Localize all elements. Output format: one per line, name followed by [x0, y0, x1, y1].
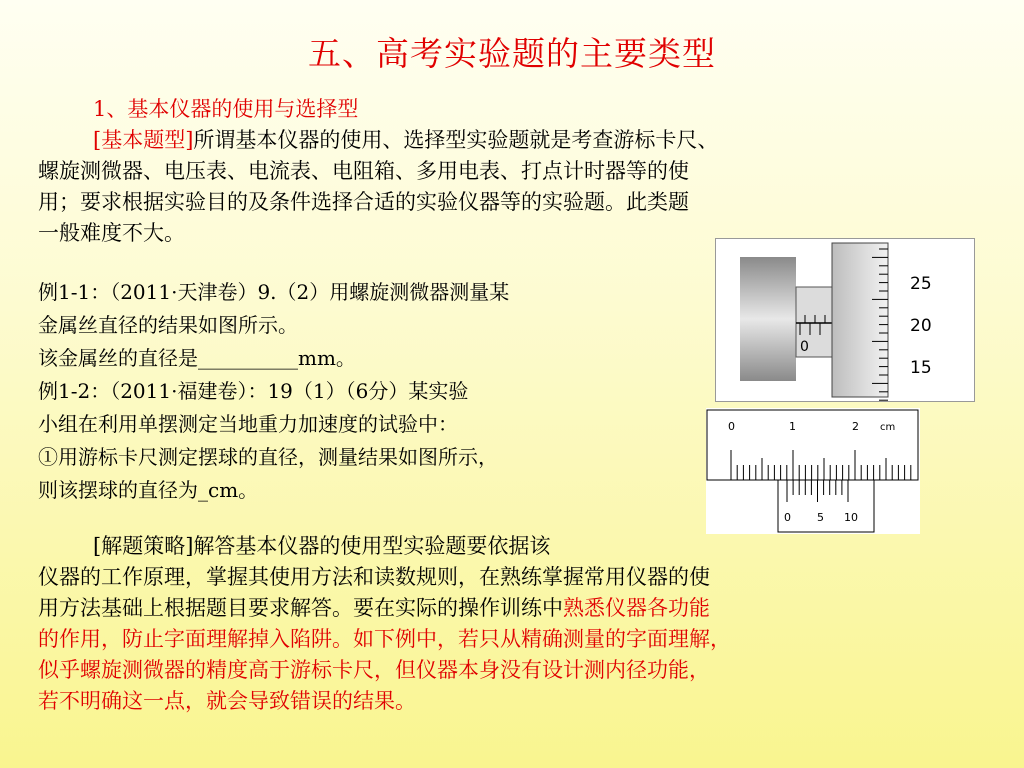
sleeve-zero-label: 0 [800, 339, 809, 355]
example-line-3: 该金属丝的直径是__________mm。 [38, 346, 356, 370]
vernier-label-5: 5 [817, 511, 824, 524]
example-line-7: 则该摆球的直径为_cm。 [38, 478, 259, 502]
unit-label: cm [880, 422, 896, 433]
caliper-drawing [706, 408, 920, 534]
slide-title: 五、高考实验题的主要类型 [308, 34, 716, 73]
example-line-6: ①用游标卡尺测定摆球的直径，测量结果如图所示， [38, 445, 498, 469]
vernier-label-0: 0 [784, 511, 791, 524]
strategy-red-line-3: 若不明确这一点，就会导致错误的结果。 [38, 689, 416, 713]
intro-line-2: 螺旋测微器、电压表、电流表、电阻箱、多用电表、打点计时器等的使 [38, 159, 689, 183]
main-label-1: 1 [789, 420, 796, 433]
strategy-line-3 [38, 593, 710, 623]
thimble-label-15: 15 [910, 358, 932, 378]
main-label-2: 2 [852, 420, 859, 433]
strategy-red-line-2: 似乎螺旋测微器的精度高于游标卡尺，但仪器本身没有设计测内径功能， [38, 658, 710, 682]
intro-line-3: 用；要求根据实验目的及条件选择合适的实验仪器等的实验题。此类题 [38, 190, 689, 214]
example-line-2: 金属丝直径的结果如图所示。 [38, 313, 298, 337]
strategy-red-line-1: 的作用，防止字面理解掉入陷阱。如下例中，若只从精确测量的字面理解， [38, 627, 731, 651]
intro-line-4: 一般难度不大。 [38, 221, 185, 245]
example-line-5: 小组在利用单摆测定当地重力加速度的试验中： [38, 412, 458, 436]
basic-type-tag: [基本题型] [93, 128, 194, 152]
strategy-line-1: [解题策略]解答基本仪器的使用型实验题要依据该 [93, 534, 551, 558]
caliper-figure [706, 408, 920, 534]
thimble-label-25: 25 [910, 274, 932, 294]
micrometer-figure [715, 238, 975, 402]
anvil-body [740, 257, 796, 381]
vernier-scale-body [778, 480, 874, 532]
main-label-0: 0 [728, 420, 735, 433]
strategy-line-2: 仪器的工作原理，掌握其使用方法和读数规则，在熟练掌握常用仪器的使 [38, 565, 710, 589]
intro-line-1 [93, 125, 718, 155]
strategy-line-3-red: 熟悉仪器各功能 [563, 596, 710, 620]
section-heading: 1、基本仪器的使用与选择型 [93, 97, 359, 121]
thimble-label-20: 20 [910, 316, 932, 336]
example-line-4: 例1-2：（2011·福建卷）：19（1）（6分）某实验 [38, 379, 469, 403]
strategy-line-3-black: 用方法基础上根据题目要求解答。要在实际的操作训练中 [38, 596, 563, 620]
micrometer-drawing [716, 239, 974, 401]
example-line-1: 例1-1：（2011·天津卷）9.（2）用螺旋测微器测量某 [38, 280, 510, 304]
intro-text-1: 所谓基本仪器的使用、选择型实验题就是考查游标卡尺、 [193, 128, 719, 152]
vernier-label-10: 10 [844, 511, 858, 524]
